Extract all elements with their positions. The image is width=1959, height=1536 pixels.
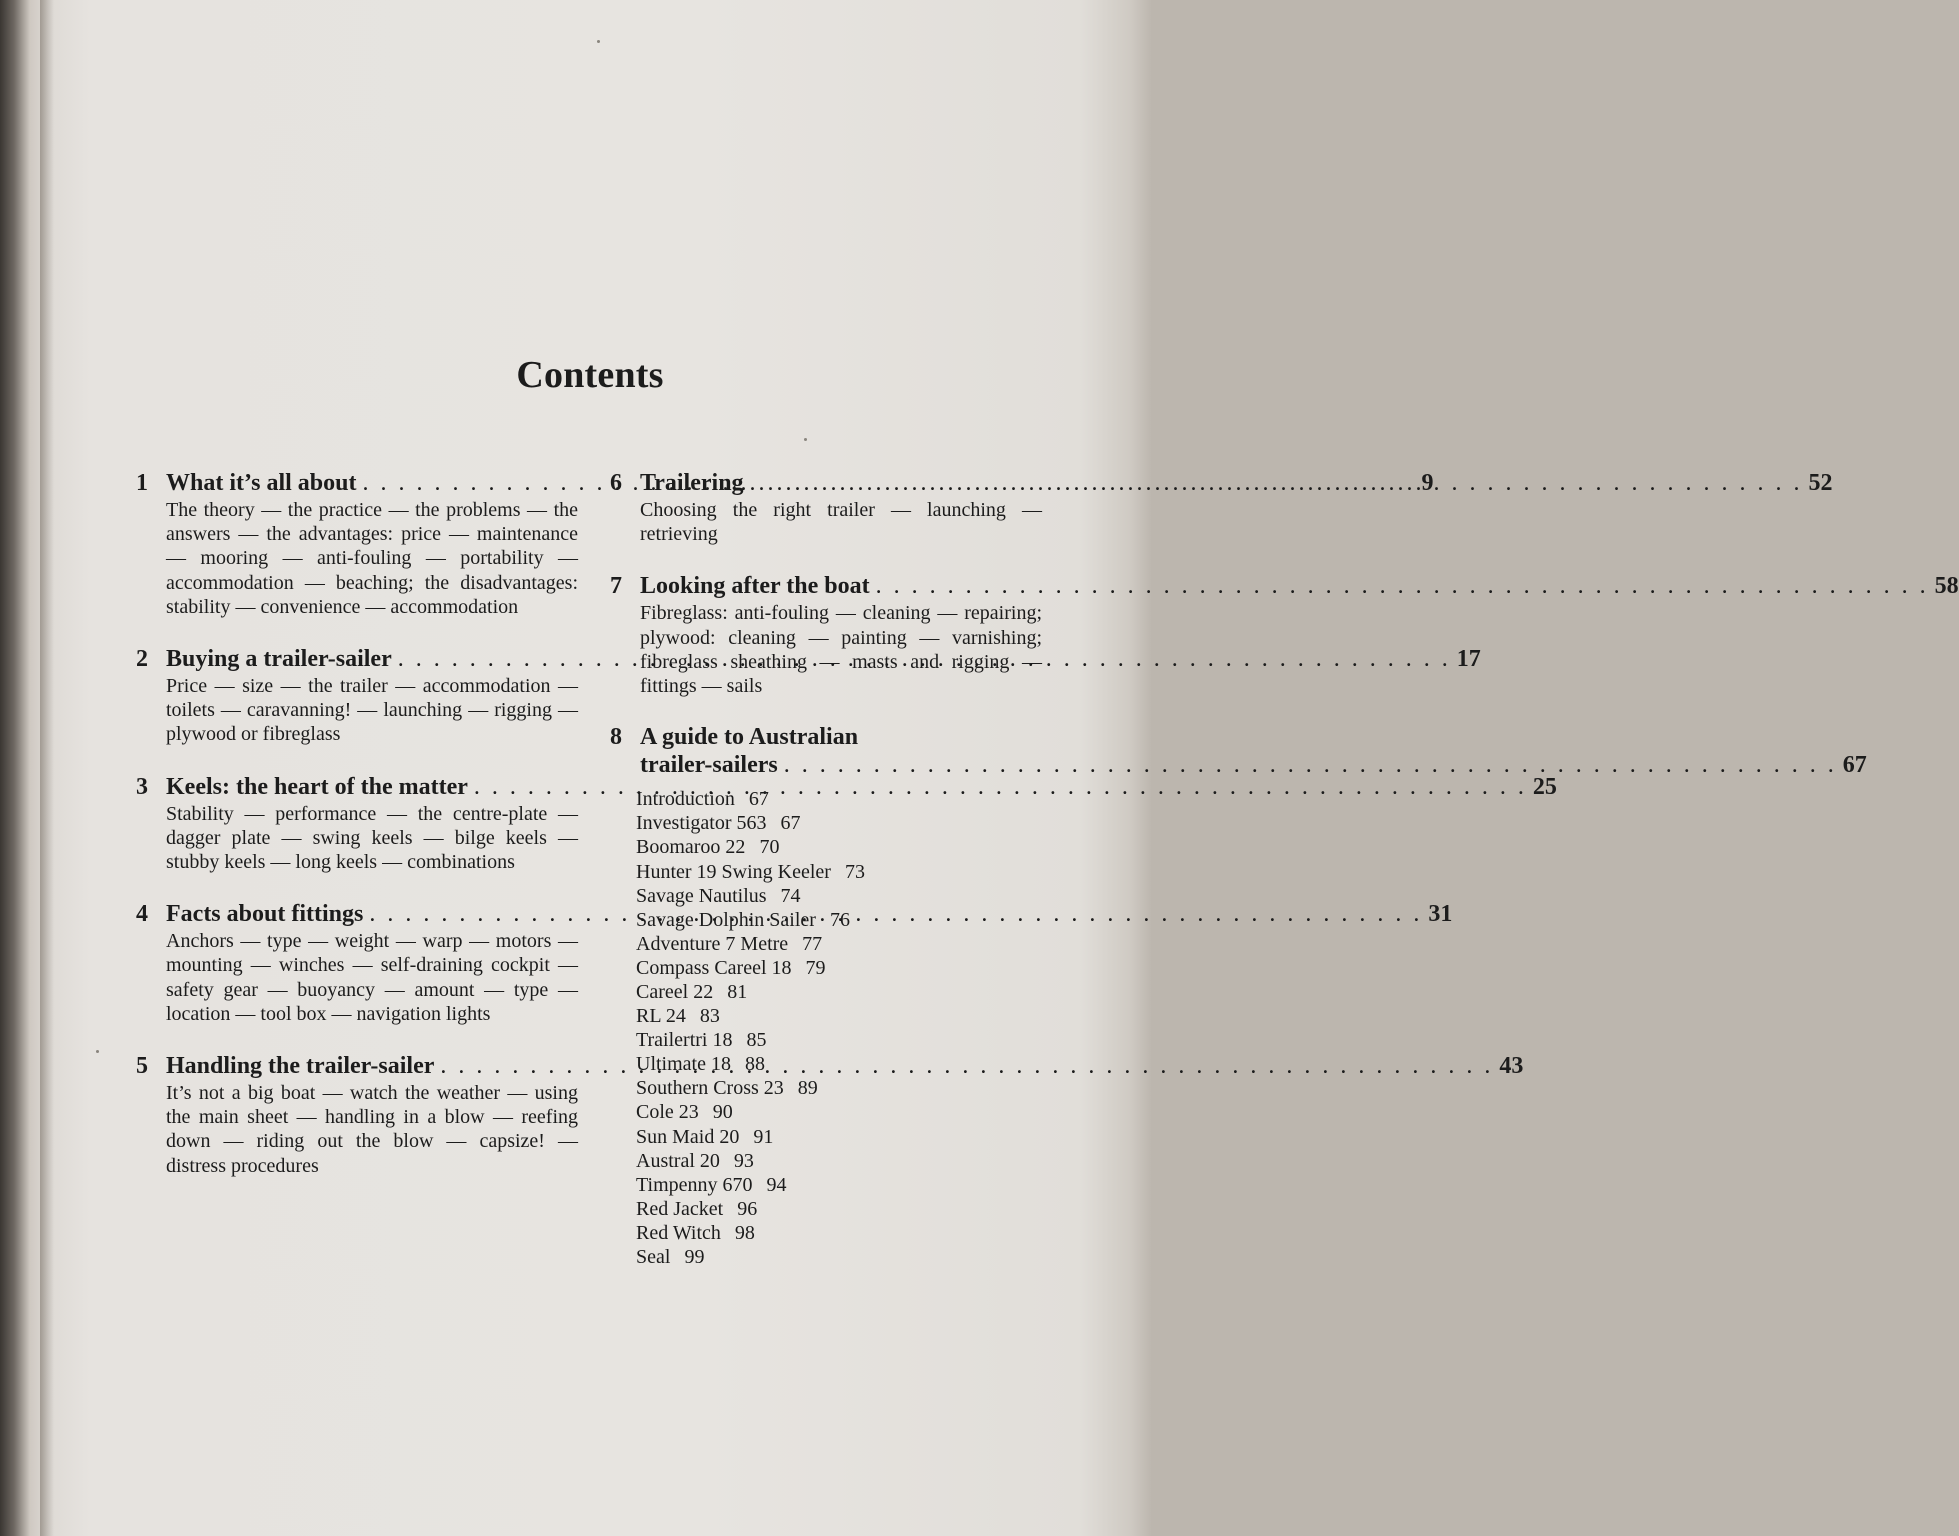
entry-title: Looking after the boat (640, 573, 870, 600)
entry-number: 6 (610, 470, 622, 496)
guide-item-page: 85 (746, 1029, 767, 1052)
guide-item-name: Careel 22 (636, 980, 714, 1003)
dot-leader (778, 751, 1837, 779)
guide-item-page: 99 (684, 1246, 705, 1268)
guide-item-page: 76 (829, 908, 850, 931)
entry-description: Fibreglass: anti-fouling — cleaning — repairing; plywood: cleaning — painting — varnishing; fibreglass sheathing — masts and rigging — fittings — sails (640, 602, 1042, 698)
entry-title: Handling the trailer-sailer (166, 1053, 435, 1080)
entry-page-number: 52 (1808, 470, 1833, 496)
guide-item-page: 96 (737, 1197, 758, 1220)
entry-title-line1: A guide to Australian (640, 724, 859, 751)
guide-item-page: 81 (727, 980, 748, 1003)
guide-item-name: Hunter 19 Swing Keeler (636, 860, 831, 883)
guide-list-item[interactable] (636, 884, 1042, 908)
guide-list-item[interactable] (636, 1221, 1042, 1245)
guide-item-name: Red Witch (636, 1221, 721, 1244)
guide-item-name: Introduction (636, 788, 735, 811)
guide-list-item[interactable] (636, 908, 1042, 932)
entry-number: 8 (610, 724, 622, 751)
guide-item-page: 88 (744, 1053, 765, 1076)
guide-list-item[interactable] (636, 1197, 1042, 1221)
entry-page-number: 31 (1428, 901, 1453, 928)
guide-item-name: Timpenny 670 (636, 1173, 753, 1196)
entry-number: 7 (610, 573, 622, 600)
toc-entry[interactable] (610, 468, 1833, 546)
guide-list-item[interactable] (636, 1125, 1042, 1149)
paper-speck (804, 438, 807, 441)
entry-description: Choosing the right trailer — launching — retrieving (640, 499, 1042, 546)
guide-list-item[interactable] (636, 811, 1042, 835)
guide-item-page: 67 (748, 788, 769, 811)
guide-list-item[interactable] (636, 860, 1042, 884)
entry-description: It’s not a big boat — watch the weather — using the main sheet — handling in a blow — reefing down — riding out the blow — capsize! — distress procedures (166, 1082, 578, 1177)
guide-item-name: Austral 20 (636, 1149, 720, 1172)
guide-item-page: 79 (805, 956, 826, 979)
guide-list-item[interactable] (636, 835, 1042, 859)
entry-title: Trailering (640, 470, 744, 496)
guide-list-item[interactable] (636, 1052, 1042, 1076)
guide-item-page: 74 (780, 884, 801, 907)
guide-list-item[interactable] (636, 932, 1042, 956)
entry-title: Buying a trailer-sailer (166, 646, 392, 673)
guide-list-item[interactable] (636, 1100, 1042, 1124)
entry-heading (610, 571, 1959, 601)
guide-item-name: Investigator 563 (636, 812, 767, 835)
guide-item-name: Savage Nautilus (636, 884, 767, 907)
guide-list-item[interactable] (636, 980, 1042, 1004)
guide-list-item[interactable] (636, 787, 1042, 811)
guide-list-item[interactable] (636, 1173, 1042, 1197)
entry-number: 4 (136, 901, 148, 928)
guide-item-name: RL 24 (636, 1005, 686, 1028)
entry-description: Anchors — type — weight — warp — motors — mounting — winches — self-draining cockpit — safety gear — buoyancy — amount — type — location — tool box — navigation lights (166, 930, 578, 1025)
paper-speck (597, 40, 600, 43)
entry-page-number: 43 (1499, 1053, 1524, 1080)
guide-item-name: Red Jacket (636, 1197, 724, 1220)
entry-number: 3 (136, 773, 148, 800)
guide-item-name: Savage Dolphin Sailer (636, 908, 816, 931)
guide-item-name: Sun Maid 20 (636, 1125, 740, 1148)
entry-number: 5 (136, 1053, 148, 1080)
guide-item-name: Compass Careel 18 (636, 956, 792, 979)
guide-item-page: 90 (712, 1101, 733, 1124)
entry-description: The theory — the practice — the problems — the answers — the advantages: price — maintenance — mooring — anti-fouling — portability — accommodation — beaching; the disadvantages: stability — convenience — accommodation (166, 499, 578, 618)
entry-number: 2 (136, 646, 148, 673)
guide-item-name: Adventure 7 Metre (636, 932, 789, 955)
entry-heading (610, 468, 1833, 498)
entry-title-line2: trailer-sailers (640, 752, 778, 779)
guide-item-page: 77 (802, 932, 823, 955)
entry-heading (136, 644, 1481, 674)
entry-page-number: 25 (1532, 773, 1557, 800)
entry-page-number: 58 (1934, 573, 1959, 600)
guide-list-item[interactable] (636, 1004, 1042, 1028)
guide-item-page: 70 (759, 836, 780, 859)
entry-description: Price — size — the trailer — accommodation — toilets — caravanning! — launching — rigging — plywood or fibreglass (166, 675, 578, 746)
entry-title: Facts about fittings (166, 901, 364, 928)
guide-item-page: 73 (844, 860, 865, 883)
guide-item-page: 98 (734, 1221, 755, 1244)
page-title: Contents (516, 354, 664, 397)
paper-speck (96, 1050, 99, 1053)
guide-item-page: 94 (766, 1173, 787, 1196)
guide-item-page: 93 (733, 1149, 754, 1172)
dot-leader (870, 571, 1929, 601)
guide-list-item[interactable] (636, 1028, 1042, 1052)
guide-list-item[interactable] (636, 1076, 1042, 1100)
entry-number: 1 (136, 470, 148, 496)
guide-item-page: 67 (780, 812, 801, 835)
guide-item-name: Boomaroo 22 (636, 836, 746, 859)
entry-page-number: 9 (1421, 470, 1434, 496)
guide-item-name: Southern Cross 23 (636, 1077, 784, 1100)
guide-item-name: Cole 23 (636, 1101, 699, 1124)
guide-item-name: Ultimate 18 (636, 1053, 731, 1076)
guide-list-item[interactable] (636, 1245, 1042, 1269)
boat-guide-list (636, 787, 1042, 1269)
entry-page-number: 67 (1842, 752, 1867, 779)
guide-item-name: Trailertri 18 (636, 1029, 733, 1052)
guide-list-item[interactable] (636, 1149, 1042, 1173)
page-gutter-shadow (40, 0, 54, 1536)
guide-item-page: 83 (699, 1005, 720, 1028)
dot-leader (744, 468, 1803, 498)
guide-item-name: Seal (636, 1246, 671, 1268)
guide-item-page: 89 (797, 1077, 818, 1100)
entry-description: Stability — performance — the centre-plate — dagger plate — swing keels — bilge keels — stubby keels — long keels — combinations (166, 802, 578, 874)
entry-title: What it’s all about (166, 470, 357, 496)
guide-item-page: 91 (753, 1125, 774, 1148)
entry-title: Keels: the heart of the matter (166, 773, 468, 800)
entry-page-number: 17 (1456, 646, 1481, 673)
guide-list-item[interactable] (636, 956, 1042, 980)
